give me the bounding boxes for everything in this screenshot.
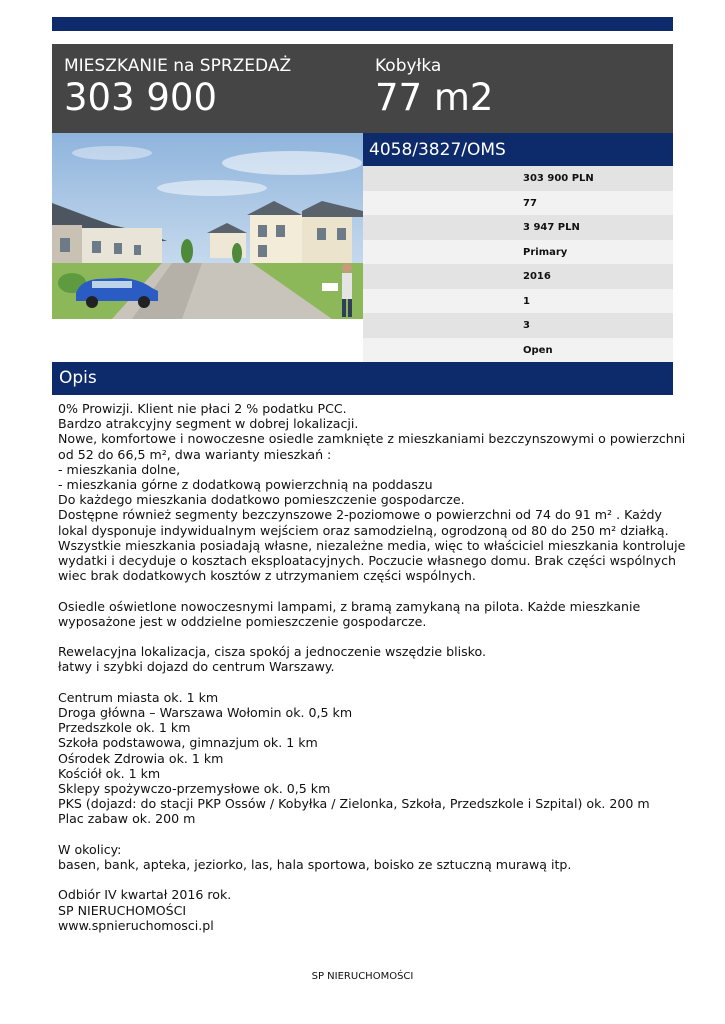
description-line: Bardzo atrakcyjny segment w dobrej lokalizacji.: [58, 416, 359, 432]
description-line: Droga główna – Warszawa Wołomin ok. 0,5 km: [58, 705, 353, 721]
description-line: Kościół ok. 1 km: [58, 765, 161, 781]
description-line: Centrum miasta ok. 1 km: [58, 689, 219, 705]
location-block: [375, 55, 493, 120]
description-line: Do każdego mieszkania dodatkowo pomieszczenie gospodarcze.: [58, 492, 465, 508]
description-line: Wszystkie mieszkania posiadają własne, niezależne media, więc to właściciel mieszkania kontroluje: [58, 537, 686, 553]
detail-row-price: [363, 166, 673, 191]
reference-number: 4058/3827/OMS: [369, 140, 506, 160]
detail-value: Open: [523, 344, 553, 356]
listing-price: 303 900: [64, 76, 218, 119]
description-line: Dostępne również segmenty bezczynszowe 2-poziomowe o powierzchni od 74 do 91 m² . Każdy: [58, 507, 662, 523]
description-line: od 52 do 66,5 m², dwa warianty mieszkań :: [58, 446, 332, 462]
description-line: wyposażone jest w oddzielne pomieszczenie gospodarcze.: [58, 613, 427, 629]
description-line: PKS (dojazd: do stacji PKP Ossów / Kobyłka / Zielonka, Szkoła, Przedszkole i Szpital) ok. 200 m: [58, 796, 650, 812]
detail-value: 3: [523, 320, 530, 331]
description-header: [52, 362, 673, 395]
description-line: basen, bank, apteka, jeziorko, las, hala sportowa, boisko ze sztuczną murawą itp.: [58, 857, 572, 873]
description-title: Opis: [59, 368, 97, 388]
property-photo: [52, 133, 363, 319]
detail-row-rooms: [363, 313, 673, 338]
description-line: Rewelacyjna lokalizacja, cisza spokój a jednoczenie wszędzie blisko.: [58, 644, 486, 660]
description-blank-line: [58, 629, 673, 644]
description-line: łatwy i szybki dojazd do centrum Warszawy.: [58, 659, 335, 675]
detail-row-price-per-m2: [363, 215, 673, 240]
description-line: Plac zabaw ok. 200 m: [58, 811, 196, 827]
detail-row-market: [363, 240, 673, 265]
description-line: SP NIERUCHOMOŚCI: [58, 902, 187, 918]
description-line: wydatki i decyduje o kosztach eksploatacyjnych. Poczucie własnego domu. Brak części wspólnych: [58, 553, 677, 569]
detail-value: 1: [523, 295, 530, 307]
detail-value: 2016: [523, 271, 551, 282]
description-text: [58, 401, 686, 933]
price-block: [64, 55, 291, 120]
detail-row-year: [363, 264, 673, 289]
listing-header: [52, 44, 673, 133]
detail-value: Primary: [523, 246, 568, 258]
description-blank-line: [58, 827, 673, 842]
footer-agency-name: SP NIERUCHOMOŚCI: [311, 971, 414, 982]
description-blank-line: [58, 872, 673, 887]
description-blank-line: [58, 583, 673, 598]
listing-location: Kobyłka: [375, 56, 442, 76]
description-line: Ośrodek Zdrowia ok. 1 km: [58, 750, 224, 766]
listing-area: 77 m2: [375, 76, 494, 119]
description-line: Osiedle oświetlone nowoczesnymi lampami, z bramą zamykaną na pilota. Każde mieszkanie: [58, 598, 641, 614]
description-line: wiec brak dodatkowych kosztów z utrzymaniem części wspólnych.: [58, 568, 476, 584]
detail-value: 3 947 PLN: [523, 222, 580, 233]
reference-bar: [363, 133, 673, 166]
description-line: Przedszkole ok. 1 km: [58, 720, 191, 736]
description-blank-line: [58, 675, 673, 690]
detail-row-area: [363, 191, 673, 216]
description-line: Sklepy spożywczo-przemysłowe ok. 0,5 km: [58, 781, 331, 797]
detail-row-floor: [363, 289, 673, 314]
description-line: W okolicy:: [58, 841, 122, 857]
description-line: Nowe, komfortowe i nowoczesne osiedle zamknięte z mieszkaniami bezczynszowymi o powierzchni: [58, 431, 686, 447]
description-line: 0% Prowizji. Klient nie płaci 2 % podatku PCC.: [58, 401, 347, 416]
description-line: - mieszkania górne z dodatkową powierzchnią na poddaszu: [58, 477, 433, 493]
detail-value: 303 900 PLN: [523, 173, 594, 184]
description-line: www.spnieruchomosci.pl: [58, 917, 214, 933]
description-line: - mieszkania dolne,: [58, 461, 181, 477]
top-accent-bar: [52, 17, 673, 31]
listing-type: MIESZKANIE na SPRZEDAŻ: [64, 56, 292, 76]
detail-row-kitchen: [363, 338, 673, 363]
property-details-table: [363, 166, 673, 362]
description-line: Szkoła podstawowa, gimnazjum ok. 1 km: [58, 735, 318, 751]
description-line: lokal dysponuje indywidualnym wejściem oraz samodzielną, ogrodzoną od 80 do 250 m² działką.: [58, 522, 669, 538]
description-line: Odbiór IV kwartał 2016 rok.: [58, 887, 232, 903]
detail-value: 77: [523, 197, 537, 209]
